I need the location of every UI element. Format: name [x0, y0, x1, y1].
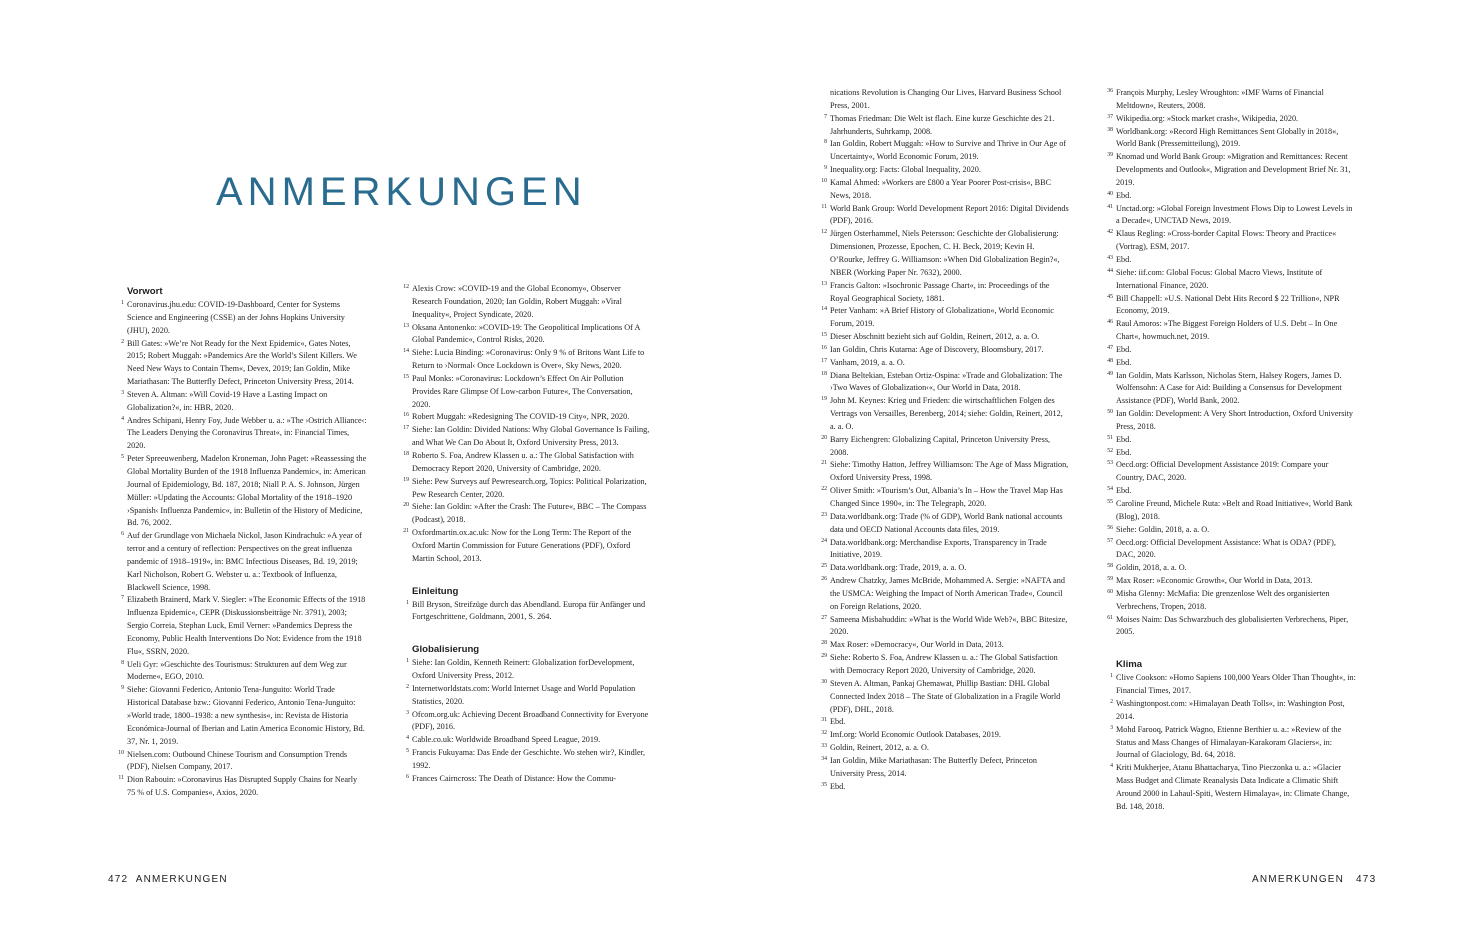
footnote-text: Unctad.org: »Global Foreign Investment Flows Dip to Lowest Levels in a Decade«, UNCTAD News, 2019. — [1116, 203, 1353, 226]
footnote — [1106, 190, 1356, 203]
footnote — [402, 450, 652, 476]
footnote-text: Siehe: Goldin, 2018, a. a. O. — [1116, 524, 1210, 534]
footnote-text: Ian Goldin, Mike Mariathasan: The Butterfly Defect, Princeton University Press, 2014. — [830, 755, 1037, 778]
footnote-number: 57 — [1107, 537, 1113, 544]
footnote — [1106, 203, 1356, 229]
footnote — [117, 749, 367, 775]
footnote — [820, 344, 1070, 357]
footnote-text: Data.worldbank.org: Trade (% of GDP), World Bank national accounts data und OECD National Accounts data files, 2019. — [830, 511, 1063, 534]
footnote-number: 3 — [406, 709, 409, 716]
footnote-number: 58 — [1107, 563, 1113, 570]
footnote — [1106, 447, 1356, 460]
footnote-text: Worldbank.org: »Record High Remittances Sent Globally in 2018«, World Bank (Pressemitteilung), 2019. — [1116, 126, 1339, 149]
footnote-text: nications Revolution is Changing Our Lives, Harvard Business School Press, 2001. — [830, 88, 1062, 110]
footnote — [1106, 113, 1356, 126]
footnote-number: 5 — [406, 748, 409, 755]
footnote-text: Siehe: Pew Surveys auf Pewresearch.org, Topics: Political Polarization, Pew Research Center, 2020. — [412, 476, 647, 499]
footnote-text: Ebd. — [1116, 254, 1132, 264]
footnote-number: 18 — [403, 450, 409, 457]
footnote-text: Oxfordmartin.ox.ac.uk: Now for the Long Term: The Report of the Oxford Martin Commission for Future Generations (PDF), Oxford Martin School, 2013. — [412, 528, 632, 563]
footnote-text: Jürgen Osterhammel, Niels Petersson: Geschichte der Globalisierung: Dimensionen, Prozesse, Epochen, C. H. Beck, 2019; Kevin H. O’Rourke, Jeffrey G. Williamson: »When Did Globalization Begin?«, NBER (Working Paper Nr. 7632), 2000. — [830, 229, 1060, 277]
footnote-number: 31 — [821, 717, 827, 724]
footnote-text: Siehe: Giovanni Federico, Antonio Tena-Junguito: World Trade Historical Database bzw.: Giovanni Federico, Antonio Tena-Junguito: »World trade, 1800–1938: a new synthesis«, in: Revista de Historia Económica-Journal of Iberian and Latin America Economic History, Bd. 37, Nr. 1, 2019. — [127, 685, 365, 746]
footnote-number: 1 — [406, 599, 409, 606]
footnote-number: 24 — [821, 537, 827, 544]
footnote — [1106, 762, 1356, 813]
footnote-text: Cable.co.uk: Worldwide Broadband Speed League, 2019. — [412, 735, 601, 745]
footnote-number: 1 — [1110, 673, 1113, 680]
footnote-number: 2 — [1110, 698, 1113, 705]
footnote — [820, 614, 1070, 640]
footnote — [402, 734, 652, 747]
footer-right — [1252, 874, 1376, 885]
footnote — [820, 113, 1070, 139]
footnote-number: 13 — [821, 280, 827, 287]
footnote-number: 20 — [403, 502, 409, 509]
footnote-text: Caroline Freund, Michele Ruta: »Belt and Road Initiative«, World Bank (Blog), 2018. — [1116, 499, 1353, 521]
footnote — [820, 511, 1070, 537]
footer-left — [108, 874, 228, 885]
footnote-text: Thomas Friedman: Die Welt ist flach. Eine kurze Geschichte des 21. Jahrhunderts, Suhrkamp, 2008. — [830, 113, 1055, 136]
footnote — [1106, 357, 1356, 370]
footnote — [820, 459, 1070, 485]
footnote — [820, 177, 1070, 203]
footnote-text: Ian Goldin, Chris Kutarna: Age of Discovery, Bloomsbury, 2017. — [830, 344, 1044, 354]
footnote-number: 4 — [121, 415, 124, 422]
footnote-text: Siehe: Ian Goldin: »After the Crash: The Future«, BBC – The Compass (Podcast), 2018. — [412, 502, 647, 525]
footnote — [820, 639, 1070, 652]
footnote-number: 48 — [1107, 357, 1113, 364]
footnote — [402, 283, 652, 322]
footnote — [1106, 267, 1356, 293]
footnote-number: 9 — [121, 685, 124, 692]
footnote-number: 8 — [121, 659, 124, 666]
footnote-text: Washingtonpost.com: »Himalayan Death Tolls«, in: Washington Post, 2014. — [1116, 698, 1345, 721]
footnote-text: Max Roser: »Economic Growth«, Our World in Data, 2013. — [1116, 576, 1313, 586]
footnote-number: 14 — [821, 306, 827, 313]
notes-column-1 — [117, 282, 367, 800]
footnote — [1106, 254, 1356, 267]
footnote — [402, 683, 652, 709]
footnote-text: Francis Fukuyama: Das Ende der Geschichte. Wo stehen wir?, Kindler, 1992. — [412, 748, 646, 770]
footnote-text: Andrew Chatzky, James McBride, Mohammed A. Sergie: »NAFTA and the USMCA: Weighing the Impact of North American Trade«, Council on Foreign Relations, 2020. — [830, 576, 1065, 611]
footnote-number: 10 — [821, 177, 827, 184]
footnote-number: 59 — [1107, 576, 1113, 583]
footnote — [402, 657, 652, 683]
footnote-text: Oliver Smith: »Tourism’s Out, Albania’s In – How the Travel Map Has Changed Since 1990«, in: The Telegraph, 2020. — [830, 486, 1063, 508]
footnote-number: 7 — [121, 595, 124, 602]
footnote-number: 19 — [821, 396, 827, 403]
footnote-number: 49 — [1107, 370, 1113, 377]
footnote-text: World Bank Group: World Development Report 2016: Digital Dividends (PDF), 2016. — [830, 203, 1069, 226]
footnote-number: 23 — [821, 511, 827, 518]
footnote-number: 26 — [821, 576, 827, 583]
notes-column-4 — [1106, 87, 1356, 814]
footnote-text: Oecd.org: Official Development Assistance: What is ODA? (PDF), DAC, 2020. — [1116, 537, 1336, 560]
footnote — [402, 476, 652, 502]
footnote-number: 1 — [406, 658, 409, 665]
footnote — [820, 575, 1070, 614]
footnote-text: Dieser Abschnitt bezieht sich auf Goldin, Reinert, 2012, a. a. O. — [830, 332, 1040, 342]
running-head-left: ANMERKUNGEN — [135, 874, 228, 885]
footnote-text: Auf der Grundlage von Michaela Nickol, Jason Kindrachuk: »A year of terror and a century of reflection: Perspectives on the great influenza pandemic of 1918–1919«, in: BMC Infectious Diseases, Bd. 19, 2019; Karl Nicholson, Robert G. Webster u. a.: Textbook of Influenza, Blackwell Science, 1998. — [127, 531, 362, 592]
footnote-number: 21 — [821, 460, 827, 467]
footnote-number: 8 — [824, 139, 827, 146]
footnote-text: John M. Keynes: Krieg und Frieden: die wirtschaftlichen Folgen des Vertrags von Versailles, Berenberg, 2014; siehe: Goldin, Reinert, 2012, a. a. O. — [830, 396, 1063, 431]
footnote-text: Ian Goldin, Mats Karlsson, Nicholas Stern, Halsey Rogers, James D. Wolfensohn: A Case for Aid: Building a Consensus for Development Assistance (PDF), World Bank, 2002. — [1116, 370, 1342, 406]
footnote — [1106, 318, 1356, 344]
footnote-text: Ian Goldin, Robert Muggah: »How to Survive and Thrive in Our Age of Uncertainty«, World Economic Forum, 2019. — [830, 139, 1067, 162]
footnote — [1106, 408, 1356, 434]
footnote — [1106, 614, 1356, 640]
footnote-text: Andres Schipani, Henry Foy, Jude Webber u. a.: »The ›Ostrich Alliance‹: The Leaders Denying the Coronavirus Threat«, in: Financial Times, 2020. — [127, 415, 367, 451]
footnote-number: 15 — [821, 332, 827, 339]
footnote-number: 9 — [824, 165, 827, 172]
footnote-number: 42 — [1107, 229, 1113, 236]
footnote-text: Ofcom.org.uk: Achieving Decent Broadband Connectivity for Everyone (PDF), 2016. — [412, 709, 649, 732]
footnote-number: 3 — [121, 389, 124, 396]
footnote-number: 61 — [1107, 614, 1113, 621]
footnote — [820, 716, 1070, 729]
footnote-text: Wikipedia.org: »Stock market crash«, Wikipedia, 2020. — [1116, 113, 1299, 123]
notes-column-3 — [820, 87, 1070, 793]
footnote-text: Siehe: Ian Goldin: Divided Nations: Why Global Governance Is Failing, and What We Can Do About It, Oxford University Press, 2013. — [412, 425, 650, 448]
footnote — [1106, 537, 1356, 563]
footnote-number: 7 — [824, 113, 827, 120]
footnote — [820, 164, 1070, 177]
footnote-number: 16 — [403, 412, 409, 419]
footnote — [820, 729, 1070, 742]
running-head-right: ANMERKUNGEN — [1252, 874, 1345, 885]
footnote-text: Knomad und World Bank Group: »Migration and Remittances: Recent Developments and Outlook«, Migration and Development Brief Nr. 31, 2019. — [1116, 152, 1351, 187]
footnote-text: Ebd. — [1116, 357, 1132, 367]
section-heading: Vorwort — [127, 286, 163, 297]
footnote-number: 6 — [121, 531, 124, 538]
footnote-number: 34 — [821, 755, 827, 762]
footnote-text: Ebd. — [830, 717, 846, 727]
footnote — [820, 370, 1070, 396]
footnote — [1106, 434, 1356, 447]
footnote-number: 12 — [821, 229, 827, 236]
footnote-number: 10 — [118, 749, 124, 756]
footnote — [1106, 524, 1356, 537]
footnote-text: Data.worldbank.org: Trade, 2019, a. a. O. — [830, 563, 967, 573]
footnote-text: Robert Muggah: »Redesigning The COVID-19 City«, NPR, 2020. — [412, 412, 630, 422]
footnote — [402, 347, 652, 373]
footnote — [402, 373, 652, 412]
footnote — [1106, 672, 1356, 698]
footnote-number: 4 — [1110, 763, 1113, 770]
footnote-text: Bill Chappell: »U.S. National Debt Hits Record $ 22 Trillion«, NPR Economy, 2019. — [1116, 293, 1340, 316]
footnote — [1106, 698, 1356, 724]
footnote-text: Barry Eichengren: Globalizing Capital, Princeton University Press, 2008. — [830, 434, 1051, 457]
footnote-text: Paul Monks: »Coronavirus: Lockdown’s Effect On Air Pollution Provides Rare Glimpse Of Low-carbon Future«, The Conversation, 2020. — [412, 373, 633, 409]
footnote-text: Klaus Regling: »Cross-border Capital Flows: Theory and Practice« (Vortrag), ESM, 2017. — [1116, 229, 1337, 252]
footnote-text: Elizabeth Brainerd, Mark V. Siegler: »The Economic Effects of the 1918 Influenza Epidemic«, CEPR (Diskussionsbeiträge Nr. 3791), 2003; Sergio Correia, Stephan Luck, Emil Verner: »Pandemics Depress the Economy, Public Health Interventions Do Not: Evidence from the 1918 Flu«, SSRN, 2020. — [127, 595, 366, 656]
footnote-number: 44 — [1107, 267, 1113, 274]
footnote-number: 16 — [821, 344, 827, 351]
footnote-number: 11 — [821, 203, 827, 210]
footnote-text: Alexis Crow: »COVID-19 and the Global Economy«, Observer Research Foundation, 2020; Ian Goldin, Robert Muggah: »Viral Inequality«, Project Syndicate, 2020. — [412, 284, 622, 319]
footnote — [1106, 724, 1356, 763]
footnote — [820, 485, 1070, 511]
footnote-text: Ueli Gyr: »Geschichte des Tourismus: Strukturen auf dem Weg zur Moderne«, EGO, 2010. — [127, 659, 347, 682]
footnote-number: 22 — [821, 486, 827, 493]
footnote-number: 56 — [1107, 524, 1113, 531]
footnote-number: 54 — [1107, 486, 1113, 493]
footnote-number: 60 — [1107, 588, 1113, 595]
footnote-text: Roberto S. Foa, Andrew Klassen u. a.: The Global Satisfaction with Democracy Report 2020, University of Cambridge, 2020. — [412, 450, 634, 473]
footnote-number: 41 — [1107, 203, 1113, 210]
footnote-text: Nielsen.com: Outbound Chinese Tourism and Consumption Trends (PDF), Nielsen Company, 2017. — [127, 749, 348, 772]
footnote — [820, 537, 1070, 563]
footnote — [402, 424, 652, 450]
footnote-number: 4 — [406, 735, 409, 742]
footnote-text: Data.worldbank.org: Merchandise Exports, Transparency in Trade Initiative, 2019. — [830, 537, 1047, 560]
footnote-text: François Murphy, Lesley Wroughton: »IMF Warns of Financial Meltdown«, Reuters, 2008. — [1116, 88, 1324, 110]
footnote-text: Mohd Farooq, Patrick Wagno, Etienne Berthier u. a.: »Review of the Status and Mass Changes of Himalayan-Karakoram Glaciers«, in: Journal of Glaciology, Bd. 64, 2018. — [1116, 724, 1342, 760]
footnote — [117, 299, 367, 338]
footnote-text: Peter Vanham: »A Brief History of Globalization«, World Economic Forum, 2019. — [830, 306, 1054, 329]
footnote — [1106, 575, 1356, 588]
footnote — [1106, 485, 1356, 498]
footnote — [820, 87, 1070, 113]
footnote-number: 35 — [821, 781, 827, 788]
footnote-number: 28 — [821, 640, 827, 647]
footnote — [402, 411, 652, 424]
footnote — [1106, 126, 1356, 152]
footnote-number: 33 — [821, 743, 827, 750]
footnote-text: Coronavirus.jhu.edu: COVID-19-Dashboard, Center for Systems Science and Engineering (CSSE) an der Johns Hopkins University (JHU), 2020. — [127, 300, 345, 335]
footnote — [117, 684, 367, 748]
footnote-number: 3 — [1110, 724, 1113, 731]
footnote — [820, 280, 1070, 306]
footnote-number: 11 — [118, 775, 124, 782]
footnote-number: 17 — [821, 357, 827, 364]
footnote-number: 50 — [1107, 409, 1113, 416]
footnote — [820, 678, 1070, 717]
footnote — [117, 389, 367, 415]
footnote-text: Ebd. — [830, 781, 846, 791]
footnote — [402, 527, 652, 566]
footnote — [820, 228, 1070, 279]
footnote-number: 30 — [821, 678, 827, 685]
footnote-number: 1 — [121, 300, 124, 306]
page-title: ANMERKUNGEN — [216, 170, 587, 214]
footnote-text: Bill Gates: »We’re Not Ready for the Next Epidemic«, Gates Notes, 2015; Robert Muggah: »Pandemics Are the World’s Silent Killers. We Need New Ways to Contain Them«, Devex, 2019; Ian Goldin, Mike Mariathasan: The Butterfly Defect, Princeton University Press, 2014. — [127, 338, 357, 387]
footnote-text: Ebd. — [1116, 190, 1132, 200]
footnote — [820, 305, 1070, 331]
footnote-number: 38 — [1107, 126, 1113, 133]
footnote — [117, 659, 367, 685]
footnote-text: Oecd.org: Official Development Assistance 2019: Compare your Country, DAC, 2020. — [1116, 460, 1329, 483]
footnote — [1106, 588, 1356, 614]
section-heading: Klima — [1116, 659, 1143, 671]
footnote — [117, 338, 367, 389]
footnote-number: 12 — [403, 284, 409, 290]
footnote-number: 17 — [403, 425, 409, 432]
footnote-number: 6 — [406, 773, 409, 780]
footnote-number: 40 — [1107, 190, 1113, 197]
footnote-number: 2 — [121, 338, 124, 345]
footnote — [820, 652, 1070, 678]
footnote-text: Goldin, 2018, a. a. O. — [1116, 563, 1187, 573]
footnote-text: Raul Amoros: »The Biggest Foreign Holders of U.S. Debt – In One Chart«, howmuch.net, 2019. — [1116, 319, 1338, 342]
footnote-number: 36 — [1107, 88, 1113, 94]
footnote-text: Bill Bryson, Streifzüge durch das Abendland. Europa für Anfänger und Fortgeschrittene, Goldmann, 2001, S. 264. — [412, 599, 646, 622]
footnote-number: 14 — [403, 348, 409, 355]
footnote-number: 15 — [403, 373, 409, 380]
footnote-text: Steven A. Altman, Pankaj Ghemawat, Phillip Bastian: DHL Global Connected Index 2018 – The State of Globalization in a Fragile World (PDF), DHL, 2018. — [830, 678, 1061, 714]
footnote — [402, 322, 652, 348]
footnote — [117, 415, 367, 454]
footnote-text: Steven A. Altman: »Will Covid-19 Have a Lasting Impact on Globalization?«, in: HBR, 2020. — [127, 389, 328, 412]
footnote — [1106, 370, 1356, 409]
footnote — [1106, 344, 1356, 357]
footnote — [1106, 498, 1356, 524]
footnote — [1106, 459, 1356, 485]
footnote — [1106, 562, 1356, 575]
footnote-number: 18 — [821, 370, 827, 377]
footnote — [402, 501, 652, 527]
page-number-left: 472 — [108, 874, 129, 885]
footnote — [117, 774, 367, 800]
footnote-text: Vanham, 2019, a. a. O. — [830, 357, 905, 367]
footnote — [402, 773, 652, 786]
footnote-number: 5 — [121, 454, 124, 461]
footnote-text: Oksana Antonenko: »COVID-19: The Geopolitical Implications Of A Global Pandemic«, Control Risks, 2020. — [412, 322, 640, 345]
footnote-text: Siehe: Timothy Hatton, Jeffrey Williamson: The Age of Mass Migration, Oxford University Press, 1998. — [830, 460, 1069, 483]
footnote-number: 21 — [403, 528, 409, 535]
footnote-number: 25 — [821, 563, 827, 570]
footnote-number: 39 — [1107, 152, 1113, 159]
footnote — [820, 742, 1070, 755]
section-heading: Globalisierung — [412, 644, 480, 656]
footnote-number: 29 — [821, 653, 827, 660]
footnote — [820, 331, 1070, 344]
footnote — [117, 530, 367, 594]
footnote-text: Kriti Mukherjee, Atanu Bhattacharya, Tino Pieczonka u. a.: »Glacier Mass Budget and Climate Reanalysis Data Indicate a Climatic Shift Around 2000 in Lahaul-Spiti, Western Himalaya«, in: Climate Change, Bd. 148, 2018. — [1116, 763, 1350, 811]
footnote-text: Sameena Misbahuddin: »What is the World Wide Web?«, BBC Bitesize, 2020. — [830, 614, 1068, 637]
footnote — [402, 709, 652, 735]
footnote — [1106, 228, 1356, 254]
footnote-text: Clive Cookson: »Homo Sapiens 100,000 Years Older Than Thought«, in: Financial Times, 2017. — [1116, 673, 1356, 696]
footnote-text: Ian Goldin: Development: A Very Short Introduction, Oxford University Press, 2018. — [1116, 409, 1354, 431]
footnote — [820, 434, 1070, 460]
footnote-text: Inequality.org: Facts: Global Inequality, 2020. — [830, 165, 981, 175]
footnote-text: Misha Glenny: McMafia: Die grenzenlose Welt des organisierten Verbrechens, Tropen, 2018. — [1116, 588, 1330, 611]
footnote-text: Ebd. — [1116, 486, 1132, 496]
footnote-text: Max Roser: »Democracy«, Our World in Data, 2013. — [830, 640, 1004, 650]
footnote-number: 2 — [406, 683, 409, 690]
footnote-number: 55 — [1107, 499, 1113, 505]
footnote-number: 52 — [1107, 447, 1113, 454]
footnote-text: Moises Naim: Das Schwarzbuch des globalisierten Verbrechens, Piper, 2005. — [1116, 614, 1349, 637]
footnote-text: Peter Spreeuwenberg, Madelon Kroneman, John Paget: »Reassessing the Global Mortality Burden of the 1918 Influenza Pandemic«, in: American Journal of Epidemiology, Bd. 187, 2018; Niall P. A. S. Johnson, Jürgen Müller: »Updating the Accounts: Global Mortality of the 1918–1920 ›Spanish‹ Influenza Pandemic«, in: Bulletin of the History of Medicine, Bd. 76, 2002. — [127, 454, 367, 528]
footnote-number: 53 — [1107, 460, 1113, 467]
footnote-number: 43 — [1107, 254, 1113, 261]
footnote-text: Diana Beltekian, Esteban Ortiz-Ospina: »Trade and Globalization: The ›Two Waves of Globalization‹«, Our World in Data, 2018. — [830, 370, 1063, 393]
footnote-text: Ebd. — [1116, 434, 1132, 444]
footnote — [820, 781, 1070, 794]
footnote-text: Kamal Ahmed: »Workers are £800 a Year Poorer Post-crisis«, BBC News, 2018. — [830, 177, 1052, 200]
footnote — [402, 747, 652, 773]
footnote-number: 32 — [821, 730, 827, 737]
footnote — [820, 357, 1070, 370]
footnote — [820, 562, 1070, 575]
footnote — [820, 138, 1070, 164]
footnote-number: 46 — [1107, 319, 1113, 326]
footnote-number: 37 — [1107, 113, 1113, 120]
footnote — [402, 599, 652, 625]
footnote-text: Frances Cairncross: The Death of Distance: How the Commu- — [412, 773, 617, 783]
footnote-text: Ebd. — [1116, 344, 1132, 354]
footnote-text: Siehe: Roberto S. Foa, Andrew Klassen u. a.: The Global Satisfaction with Democracy Report 2020, University of Cambridge, 2020. — [830, 653, 1058, 675]
footnote — [1106, 87, 1356, 113]
footnote-text: Goldin, Reinert, 2012, a. a. O. — [830, 743, 929, 753]
footnote — [1106, 151, 1356, 190]
footnote — [820, 203, 1070, 229]
footnote — [1106, 293, 1356, 319]
footnote-number: 19 — [403, 476, 409, 483]
footnote-number: 45 — [1107, 293, 1113, 300]
footnote-text: Siehe: Lucia Binding: »Coronavirus: Only 9 % of Britons Want Life to Return to ›Normal‹ Once Lockdown is Over«, Sky News, 2020. — [412, 348, 645, 371]
footnote-number: 51 — [1107, 434, 1113, 441]
footnote-text: Imf.org: World Economic Outlook Databases, 2019. — [830, 730, 1001, 740]
footnote-text: Ebd. — [1116, 447, 1132, 457]
footnote — [117, 453, 367, 530]
footnote-text: Dion Rabouin: »Coronavirus Has Disrupted Supply Chains for Nearly 75 % of U.S. Companies«, Axios, 2020. — [127, 775, 358, 798]
notes-column-2 — [402, 283, 652, 786]
footnote-number: 27 — [821, 614, 827, 621]
footnote-text: Internetworldstats.com: World Internet Usage and World Population Statistics, 2020. — [412, 683, 636, 706]
footnote — [820, 395, 1070, 434]
footnote — [820, 755, 1070, 781]
footnote — [117, 594, 367, 658]
footnote-text: Francis Galton: »Isochronic Passage Chart«, in: Proceedings of the Royal Geographical Society, 1881. — [830, 280, 1050, 303]
footnote-number: 20 — [821, 434, 827, 441]
footnote-number: 47 — [1107, 344, 1113, 351]
section-heading: Einleitung — [412, 585, 459, 597]
footnote-text: Siehe: iif.com: Global Focus: Global Macro Views, Institute of International Finance, 2020. — [1116, 267, 1323, 290]
footnote-text: Siehe: Ian Goldin, Kenneth Reinert: Globalization forDevelopment, Oxford University Press, 2012. — [412, 658, 635, 681]
page-number-right: 473 — [1356, 874, 1377, 885]
footnote-number: 13 — [403, 322, 409, 329]
